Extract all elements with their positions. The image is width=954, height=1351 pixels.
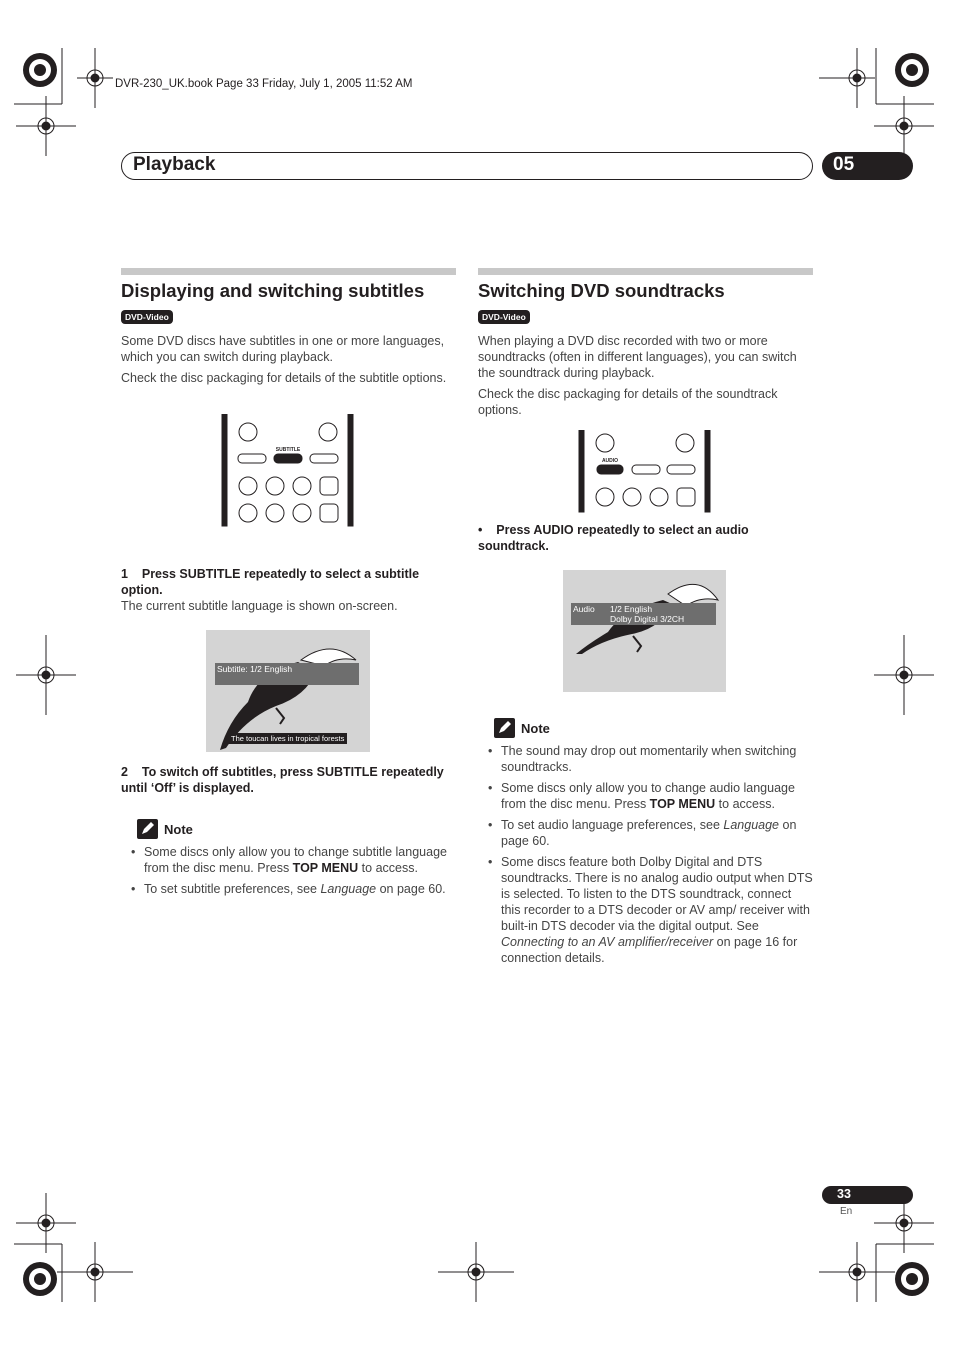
audio-osd <box>571 603 716 625</box>
audio-osd-line1: 1/2 English <box>610 604 653 614</box>
list-item: • To set subtitle preferences, see Language on page 60. <box>131 881 457 897</box>
left-note-list <box>131 844 457 902</box>
print-meta-line: DVR-230_UK.book Page 33 Friday, July 1, 2005 11:52 AM <box>115 78 413 90</box>
right-note-list <box>488 743 814 971</box>
remote-subtitle-illustration <box>220 414 358 528</box>
audio-button-label: AUDIO <box>601 458 619 464</box>
left-note-title: Note <box>164 822 193 837</box>
right-heading-rule <box>478 268 813 275</box>
left-step-1: 1 Press SUBTITLE repeatedly to select a subtitle option. <box>121 567 420 597</box>
list-item: • Some discs only allow you to change audio language from the disc menu. Press TOP MENU to access. <box>488 780 814 812</box>
page-number-pill <box>822 1186 913 1204</box>
left-step-2: 2 To switch off subtitles, press SUBTITLE repeatedly until ‘Off’ is displayed. <box>121 765 444 795</box>
left-intro-2: Check the disc packaging for details of the subtitle options. <box>121 371 447 385</box>
page-language: En <box>840 1206 853 1217</box>
audio-osd-label: Audio <box>573 604 595 614</box>
chapter-number: 05 <box>833 154 855 175</box>
left-heading: Displaying and switching subtitles <box>121 280 425 301</box>
subtitle-screen-image <box>206 630 370 752</box>
left-intro: Some DVD discs have subtitles in one or more languages, which you can switch during playback. <box>121 334 445 364</box>
list-item: • To set audio language preferences, see Language on page 60. <box>488 817 814 849</box>
subtitle-caption: The toucan lives in tropical forests <box>228 733 347 744</box>
right-intro: When playing a DVD disc recorded with two or more soundtracks (often in different languages), you can switch the soundtrack during playback. <box>478 334 797 380</box>
audio-screen-image <box>563 570 726 692</box>
note-pencil-icon <box>494 718 515 738</box>
dvd-video-badge-right: DVD-Video <box>478 310 530 324</box>
list-item: • Some discs feature both Dolby Digital and DTS soundtracks. There is no analog audio output when DTS is selected. To listen to the DTS soundtrack, connect this recorder to a DTS decoder or AV amp/ receiver with built-in DTS decoder via the digital output. See Connecting to an AV amplifier/receiver on page 16 for connection details. <box>488 854 814 966</box>
list-item: • The sound may drop out momentarily when switching soundtracks. <box>488 743 814 775</box>
right-heading: Switching DVD soundtracks <box>478 280 725 301</box>
note-pencil-icon <box>137 819 158 839</box>
header-bar <box>121 152 813 180</box>
right-step: • Press AUDIO repeatedly to select an audio soundtrack. <box>478 523 749 553</box>
remote-audio-illustration <box>577 430 715 514</box>
left-step-1-body: The current subtitle language is shown on-screen. <box>121 599 398 613</box>
page-number: 33 <box>837 1187 851 1201</box>
subtitle-osd: Subtitle: 1/2 English <box>215 663 359 685</box>
dvd-video-badge: DVD-Video <box>121 310 173 324</box>
subtitle-button-label: SUBTITLE <box>275 447 301 453</box>
section-title: Playback <box>133 154 216 175</box>
right-note-title: Note <box>521 721 550 736</box>
left-heading-rule <box>121 268 456 275</box>
audio-osd-line2: Dolby Digital 3/2CH <box>610 614 685 624</box>
right-intro-2: Check the disc packaging for details of the soundtrack options. <box>478 387 778 417</box>
list-item: • Some discs only allow you to change subtitle language from the disc menu. Press TOP MENU to access. <box>131 844 457 876</box>
toucan-illustration <box>563 570 726 692</box>
